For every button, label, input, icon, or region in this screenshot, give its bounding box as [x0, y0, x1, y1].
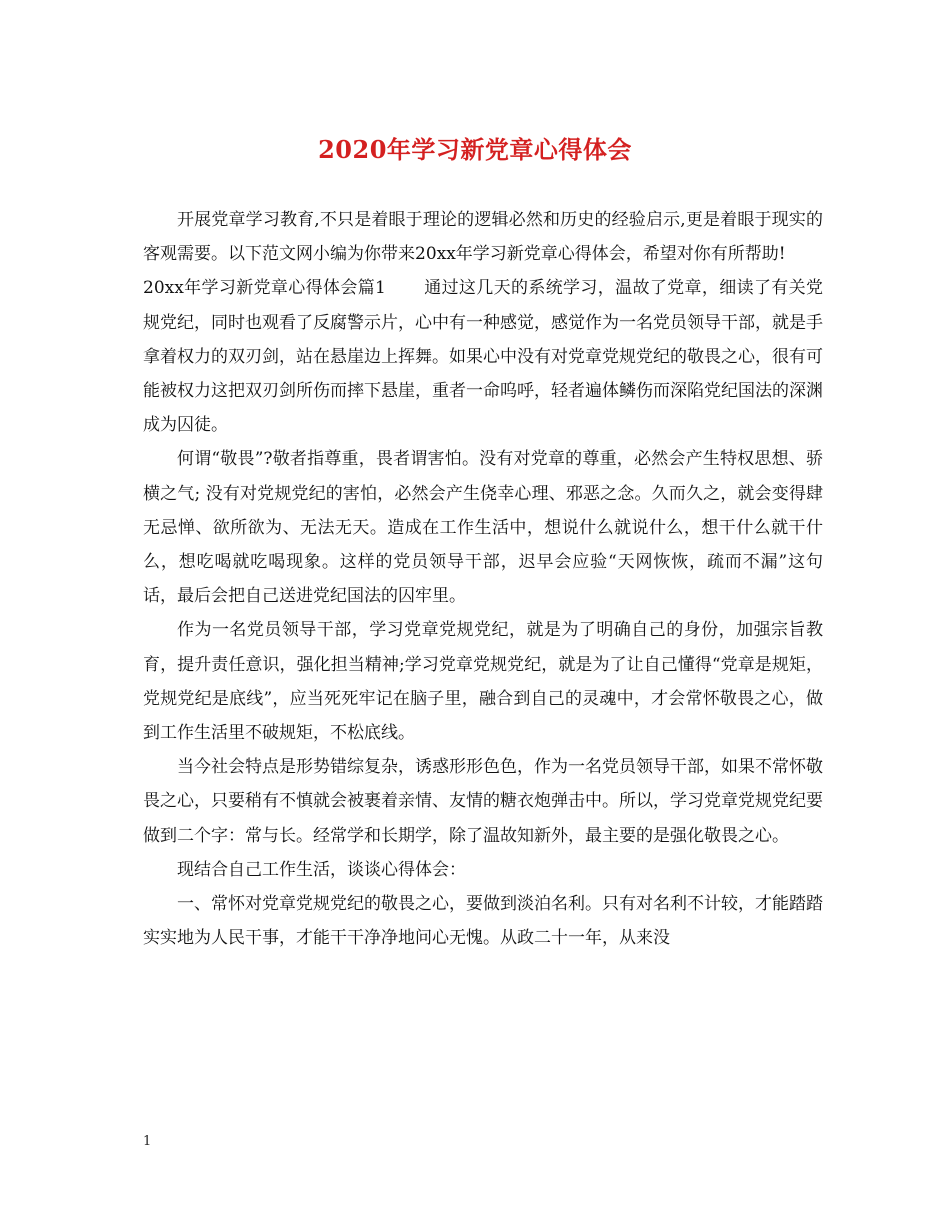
intro-paragraph: 开展党章学习教育,不只是着眼于理论的逻辑必然和历史的经验启示,更是着眼于现实的客观需要。以下范文网小编为你带来20xx年学习新党章心得体会，希望对你有所帮助! — [143, 210, 823, 265]
section-paragraph — [143, 271, 823, 442]
page-number: 1 — [143, 1134, 152, 1149]
document-body — [143, 203, 823, 955]
body-paragraph: 何谓“敬畏”?敬者指尊重，畏者谓害怕。没有对党章的尊重，必然会产生特权思想、骄横之气; 没有对党规党纪的害怕，必然会产生侥幸心理、邪恶之念。久而久之，就会变得肆无忌惮、欲所欲为、无法无天。造成在工作生活中，想说什么就说什么，想干什么就干什么，想吃喝就吃喝现象。这样的党员领导干部，迟早会应验“天网恢恢，疏而不漏”这句话，最后会把自己送进党纪国法的囚牢里。 — [143, 449, 823, 607]
section-first-text: 通过这几天的系统学习，温故了党章，细读了有关党规党纪，同时也观看了反腐警示片，心中有一种感觉，感觉作为一名党员领导干部，就是手拿着权力的双刃剑，站在悬崖边上挥舞。如果心中没有对党章党规党纪的敬畏之心，很有可能被权力这把双刃剑所伤而摔下悬崖，重者一命呜呼，轻者遍体鳞伤而深陷党纪国法的深渊成为囚徒。 — [143, 278, 824, 436]
document-title: 2020年学习新党章心得体会 — [318, 135, 632, 164]
body-paragraph: 一、常怀对党章党规党纪的敬畏之心，要做到淡泊名利。只有对名利不计较，才能踏踏实实地为人民干事，才能干干净净地问心无愧。从政二十一年，从来没 — [143, 894, 823, 949]
body-paragraph: 当今社会特点是形势错综复杂，诱惑形形色色，作为一名党员领导干部，如果不常怀敬畏之心，只要稍有不慎就会被裹着亲情、友情的糖衣炮弹击中。所以，学习党章党规党纪要做到二个字：常与长。经常学和长期学，除了温故知新外，最主要的是强化敬畏之心。 — [143, 757, 823, 846]
body-paragraph: 作为一名党员领导干部，学习党章党规党纪，就是为了明确自己的身份，加强宗旨教育，提升责任意识，强化担当精神;学习党章党规党纪，就是为了让自己懂得“党章是规矩，党规党纪是底线”，应当死死牢记在脑子里，融合到自己的灵魂中，才会常怀敬畏之心，做到工作生活里不破规矩，不松底线。 — [143, 620, 823, 744]
section-heading: 20xx年学习新党章心得体会篇1 — [143, 278, 386, 299]
body-paragraph: 现结合自己工作生活，谈谈心得体会： — [177, 859, 466, 880]
